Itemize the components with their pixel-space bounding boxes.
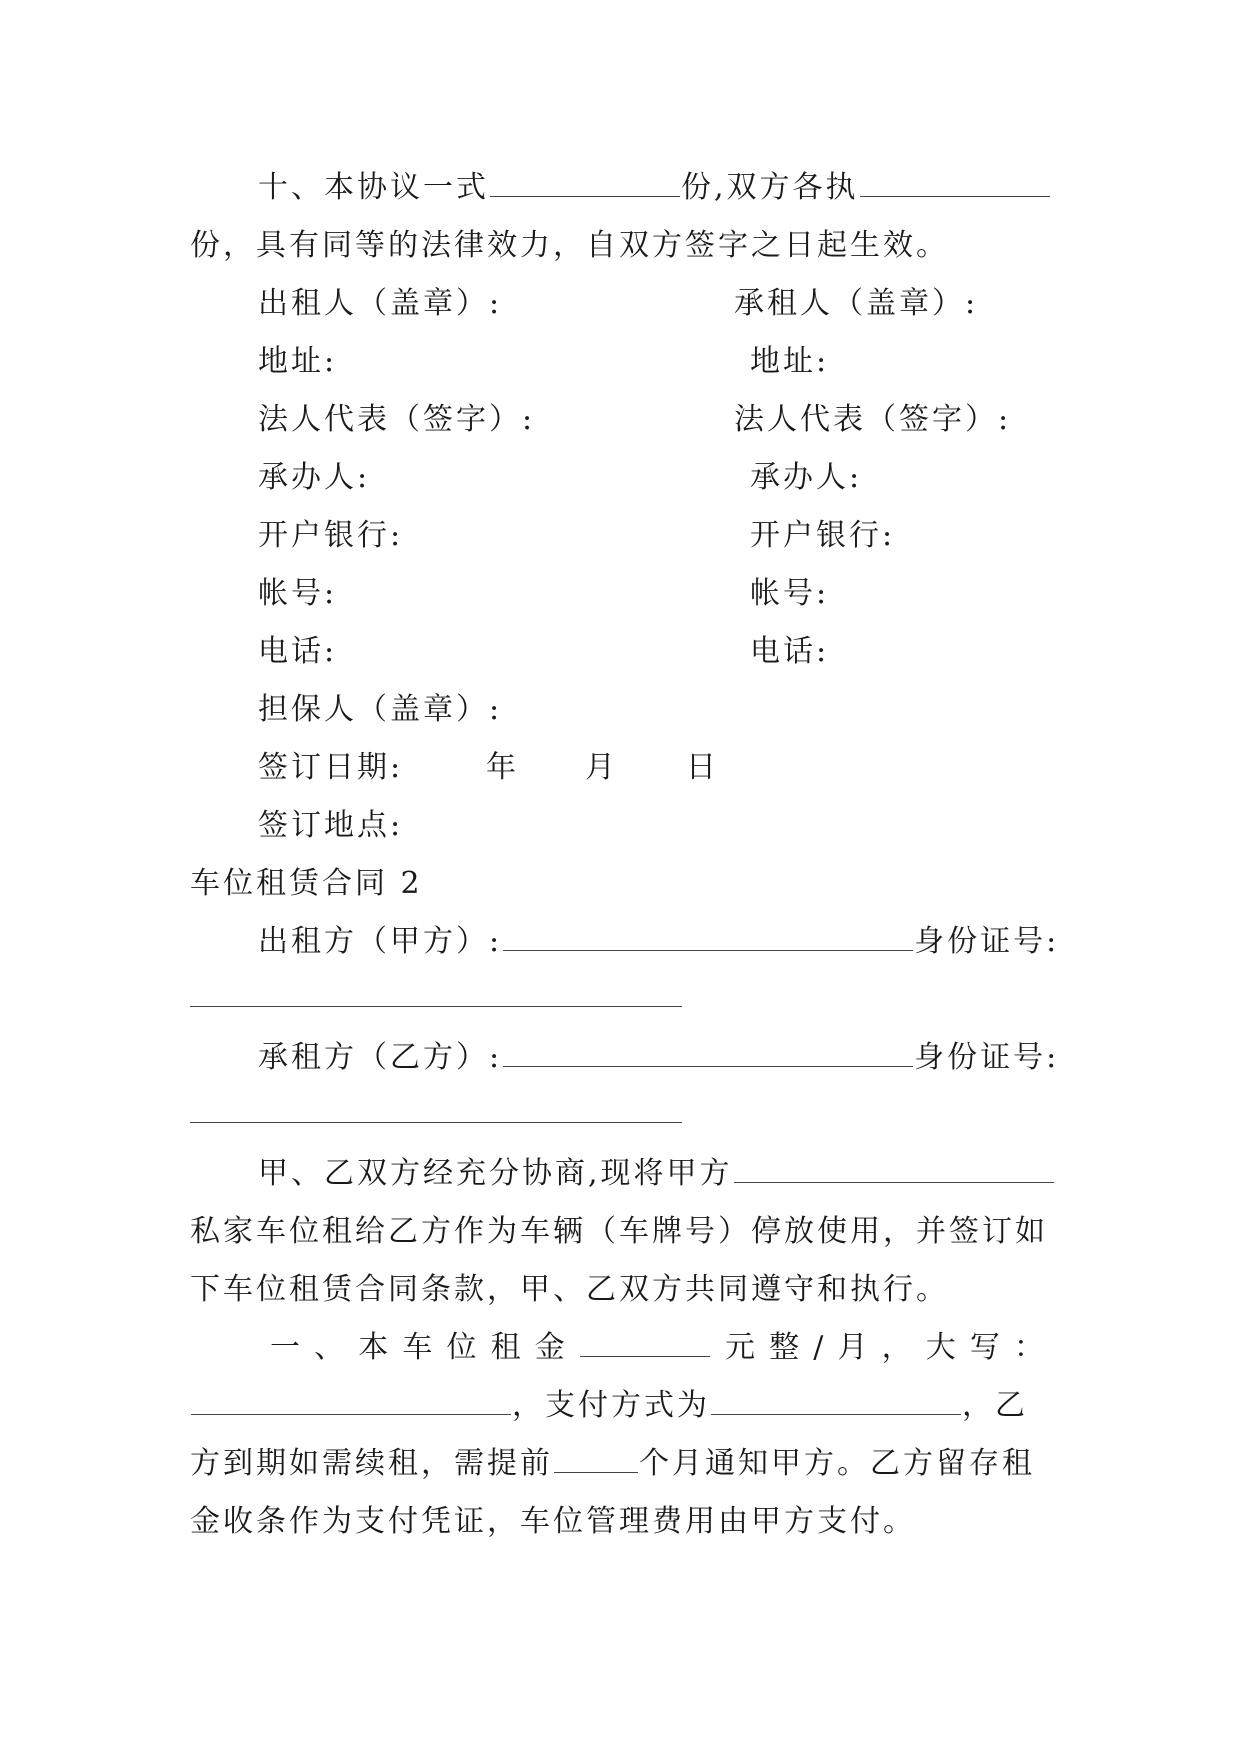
clause-1-line2-end: ，乙 (962, 1388, 1028, 1423)
clause-10-line1 (258, 168, 1118, 208)
c1-char-3: 本 (358, 1330, 389, 1365)
party-a-id-label: 身份证号: (914, 924, 1060, 959)
party-b-row (258, 1038, 1118, 1078)
bank-left-label: 开户银行: (258, 518, 404, 553)
address-left-label: 地址: (258, 344, 338, 379)
account-right-label: 帐号: (750, 576, 830, 611)
c1-char-12: ， (881, 1330, 912, 1365)
notice-months-blank (554, 1444, 638, 1473)
clause-1-line2 (190, 1386, 1050, 1426)
c1-char-13: 大 (925, 1330, 956, 1365)
clause-10-text-a: 十、本协议一式 (258, 170, 489, 205)
intro-text-a: 甲、乙双方经充分协商,现将甲方 (258, 1156, 733, 1191)
legal-rep-left-label: 法人代表（签字）: (258, 402, 536, 437)
party-a-row (258, 922, 1118, 962)
legal-rep-right-label: 法人代表（签字）: (734, 402, 1012, 437)
renewal-text-b: 个月通知甲方。乙方留存租 (639, 1446, 1035, 1481)
clause-10-line2: 份，具有同等的法律效力，自双方签字之日起生效。 (190, 228, 949, 263)
c1-char-8: 元 (725, 1330, 755, 1365)
handler-right-label: 承办人: (750, 460, 863, 495)
rent-uppercase-blank (191, 1386, 511, 1415)
payment-method-blank (711, 1386, 961, 1415)
c1-char-4: 车 (402, 1330, 433, 1365)
c1-char-5: 位 (446, 1330, 477, 1365)
c1-char-7: 金 (534, 1330, 565, 1365)
copies-blank (490, 168, 680, 197)
intro-line1 (258, 1154, 1118, 1194)
lessor-seal-label: 出租人（盖章）: (258, 286, 503, 321)
phone-left-label: 电话: (258, 634, 338, 669)
c1-char-10: / (813, 1330, 824, 1365)
intro-line3: 下车位租赁合同条款，甲、乙双方共同遵守和执行。 (190, 1272, 949, 1307)
address-right-label: 地址: (750, 344, 830, 379)
c1-char-15: ： (1013, 1330, 1044, 1365)
contract-2-title: 车位租赁合同 2 (190, 866, 423, 901)
clause-1-line3 (190, 1444, 1050, 1484)
c1-char-14: 写 (969, 1330, 1000, 1365)
handler-left-label: 承办人: (258, 460, 371, 495)
c1-char-1: 一 (270, 1330, 300, 1365)
year-label: 年 (486, 750, 519, 785)
lessor-blank (734, 1154, 1054, 1183)
party-a-label: 出租方（甲方）: (258, 924, 503, 959)
renewal-text-a: 方到期如需续租，需提前 (190, 1446, 553, 1481)
clause-10-text-b: 份,双方各执 (681, 170, 859, 205)
party-a-id-blank (190, 1006, 682, 1007)
rent-amount-blank (580, 1328, 710, 1357)
intro-line2: 私家车位租给乙方作为车辆（车牌号）停放使用，并签订如 (190, 1214, 1048, 1249)
c1-char-6: 租 (490, 1330, 521, 1365)
each-copies-blank (860, 168, 1050, 197)
phone-right-label: 电话: (750, 634, 830, 669)
month-label: 月 (585, 750, 618, 785)
c1-char-9: 整 (769, 1330, 800, 1365)
c1-char-11: 月 (837, 1330, 868, 1365)
clause-1-line1 (270, 1328, 1044, 1368)
signing-date-label: 签订日期: (258, 750, 404, 785)
bank-right-label: 开户银行: (750, 518, 896, 553)
party-b-label: 承租方（乙方）: (258, 1040, 503, 1075)
party-a-name-blank (503, 922, 913, 951)
party-b-id-blank (190, 1122, 682, 1123)
account-left-label: 帐号: (258, 576, 338, 611)
clause-1-line4: 金收条作为支付凭证，车位管理费用由甲方支付。 (190, 1504, 916, 1539)
c1-char-2: 、 (314, 1330, 345, 1365)
payment-method-label: ，支付方式为 (512, 1388, 710, 1423)
day-label: 日 (686, 750, 719, 785)
guarantor-label: 担保人（盖章）: (258, 692, 503, 727)
party-b-name-blank (503, 1038, 913, 1067)
signing-place-label: 签订地点: (258, 808, 404, 843)
lessee-seal-label: 承租人（盖章）: (734, 286, 979, 321)
party-b-id-label: 身份证号: (914, 1040, 1060, 1075)
